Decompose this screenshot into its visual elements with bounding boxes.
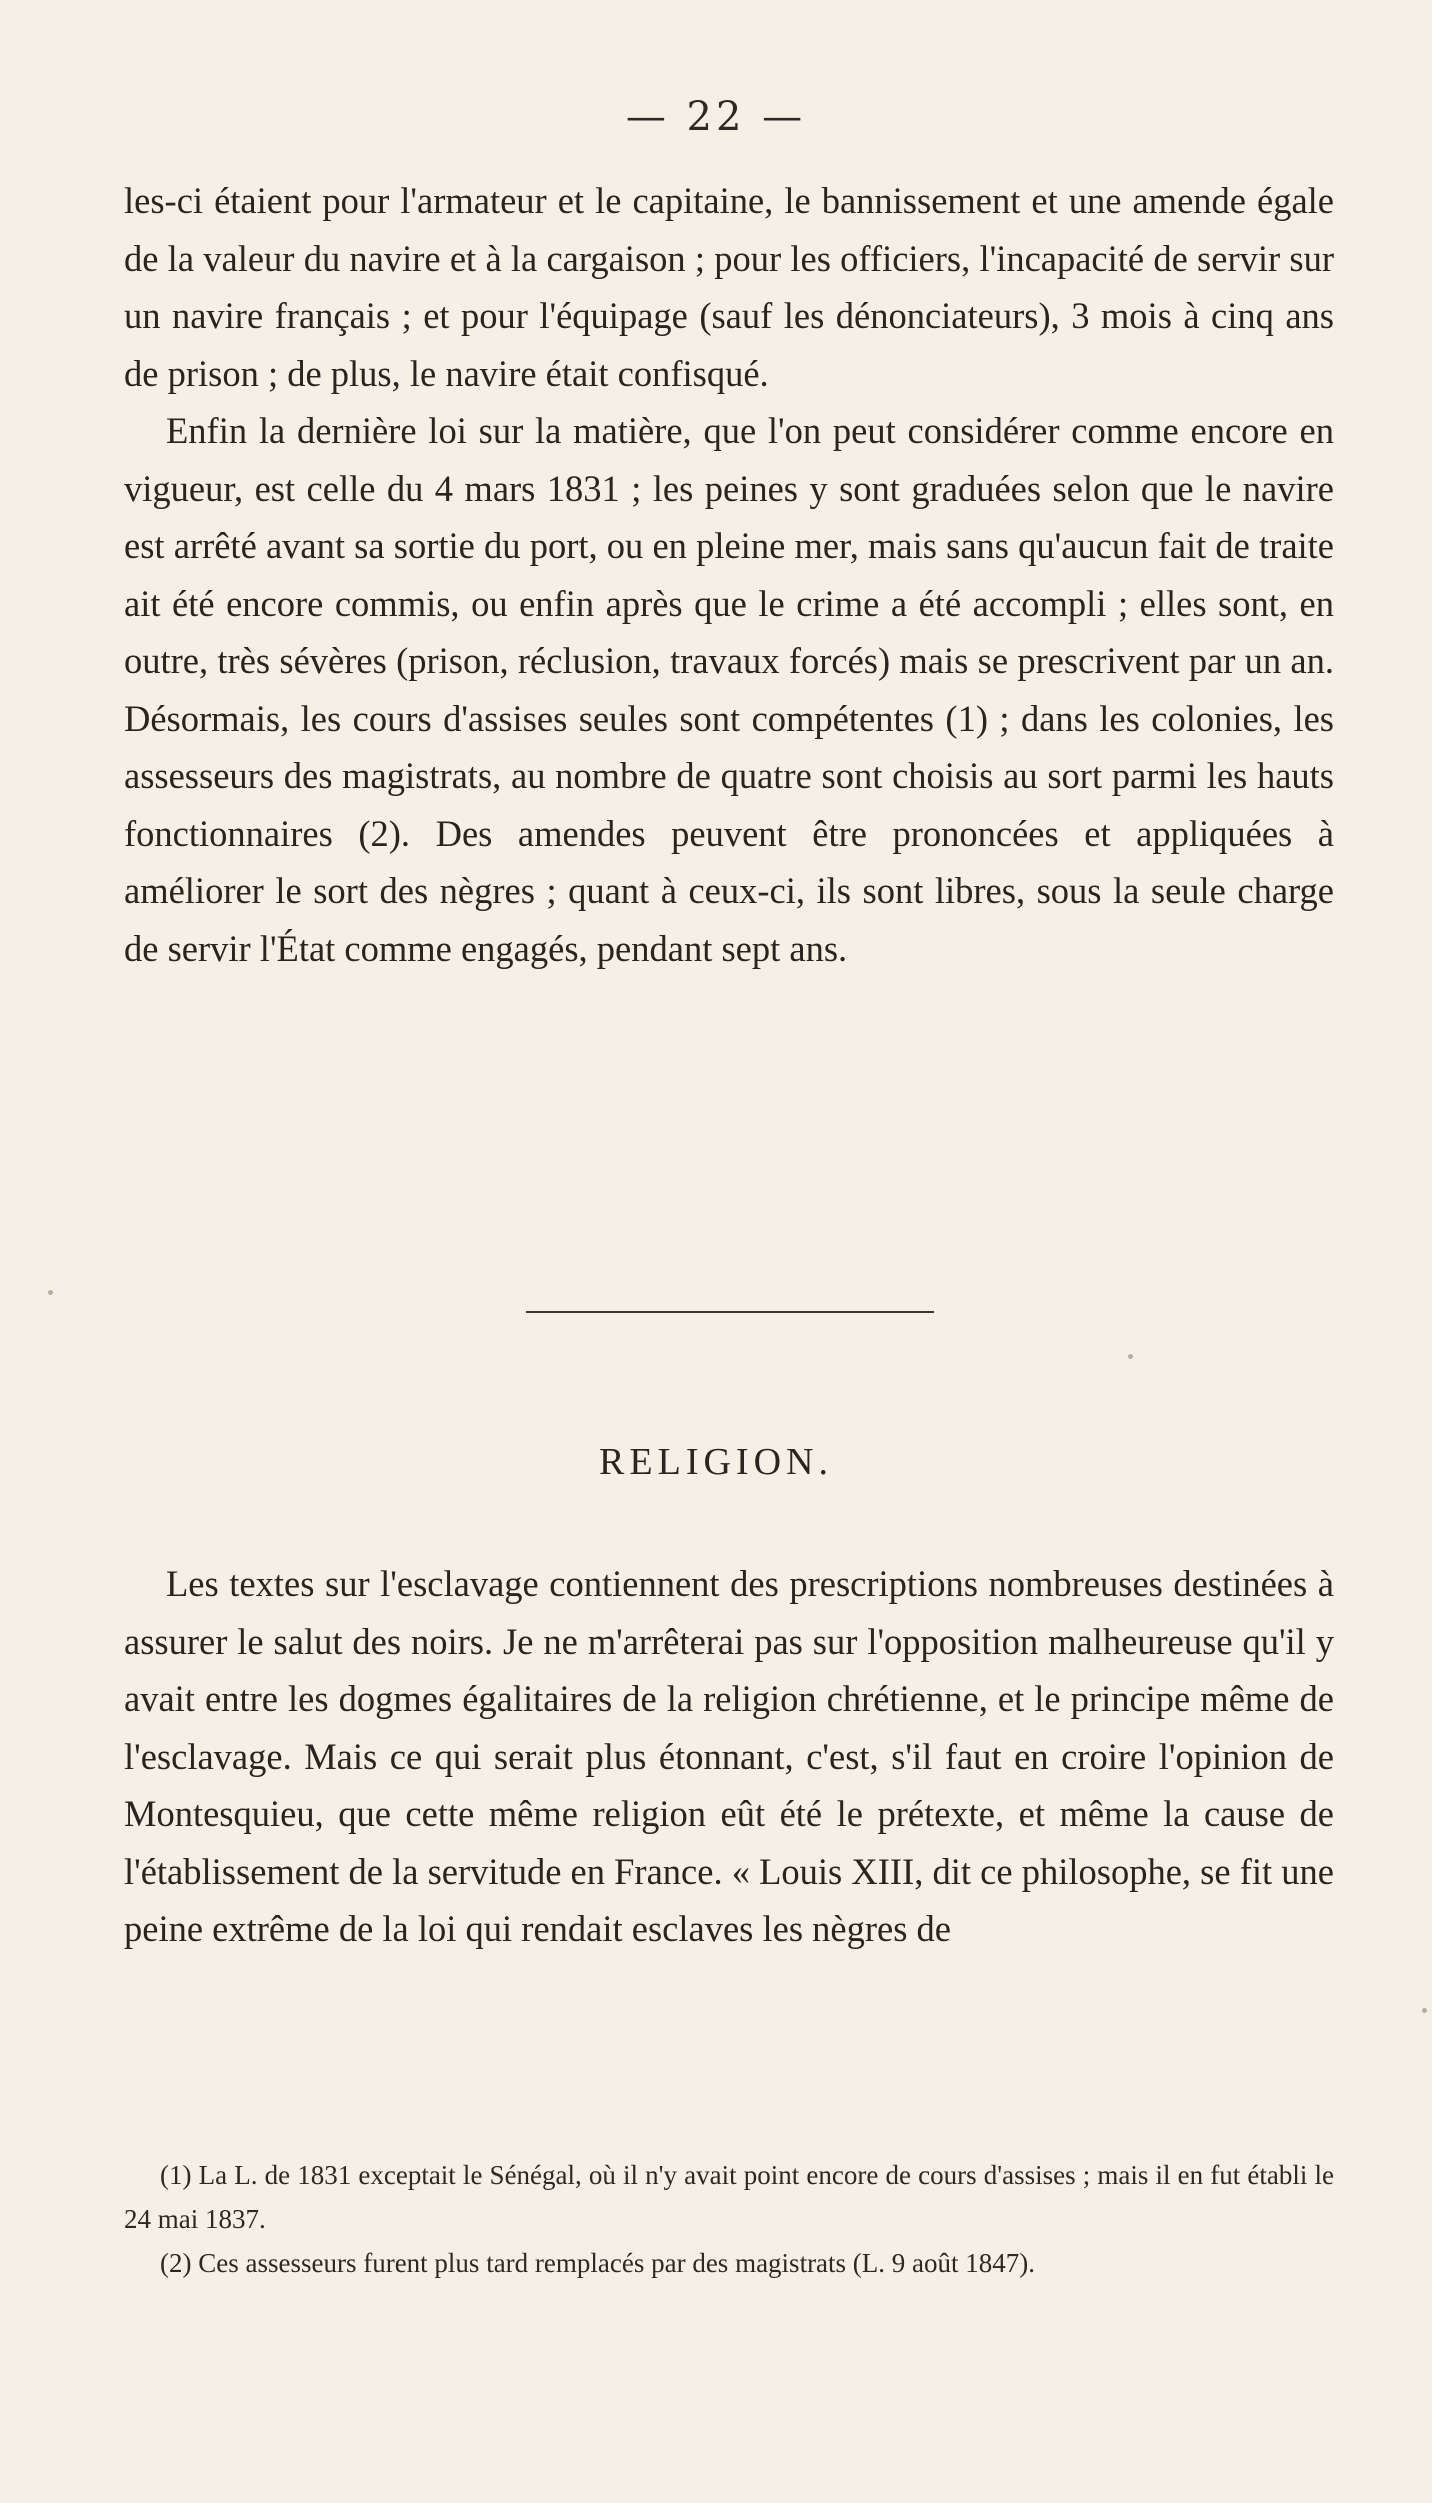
paper-speck [48,1290,53,1295]
page-number: — 22 — [625,94,807,140]
footnote-1: (1) La L. de 1831 exceptait le Sénégal, où il n'y avait point encore de cours d'assises ; mais il en fut établi le 24 mai 1837. [124,2160,1334,2234]
paper-speck [1128,1354,1133,1359]
footnote-2: (2) Ces assesseurs furent plus tard remplacés par des magistrats (L. 9 août 1847). [160,2248,1036,2278]
paragraph-religion: Les textes sur l'esclavage contiennent des prescriptions nombreuses destinées à assurer le salut des noirs. Je ne m'arrêterai pas sur l'opposition malheureuse qu'il y avait entre les dogmes égalitaires de la religion chrétienne, et le principe même de l'esclavage. Mais ce qui serait plus étonnant, c'est, s'il faut en croire l'opinion de Montesquieu, que cette même religion eût été le prétexte, et même la cause de l'établissement de la servitude en France. « Louis XIII, dit ce philosophe, se fit une peine extrême de la loi qui rendait esclaves les nègres de [124,1563,1334,1949]
section-heading: RELIGION. [599,1441,833,1483]
paragraph-continued: les-ci étaient pour l'armateur et le capitaine, le bannissement et une amende égale de la valeur du navire et à la cargaison ; pour les officiers, l'incapacité de servir sur un navire français ; et pour l'équipage (sauf les dénonciateurs), 3 mois à cinq ans de prison ; de plus, le navire était confisqué. [124,180,1334,394]
section-divider [526,1311,934,1313]
main-text-block [124,172,1334,977]
paper-speck [1422,2008,1427,2013]
paragraph-law-1831: Enfin la dernière loi sur la matière, que l'on peut considérer comme encore en vigueur, est celle du 4 mars 1831 ; les peines y sont graduées selon que le navire est arrêté avant sa sortie du port, ou en pleine mer, mais sans qu'aucun fait de traite ait été encore commis, ou enfin après que le crime a été accompli ; elles sont, en outre, très sévères (prison, réclusion, travaux forcés) mais se prescrivent par un an. Désormais, les cours d'assises seules sont compétentes (1) ; dans les colonies, les assesseurs des magistrats, au nombre de quatre sont choisis au sort parmi les hauts fonctionnaires (2). Des amendes peuvent être prononcées et appliquées à améliorer le sort des nègres ; quant à ceux-ci, ils sont libres, sous la seule charge de servir l'État comme engagés, pendant sept ans. [124,410,1334,969]
footnotes [124,2153,1334,2285]
religion-text-block [124,1555,1334,1958]
